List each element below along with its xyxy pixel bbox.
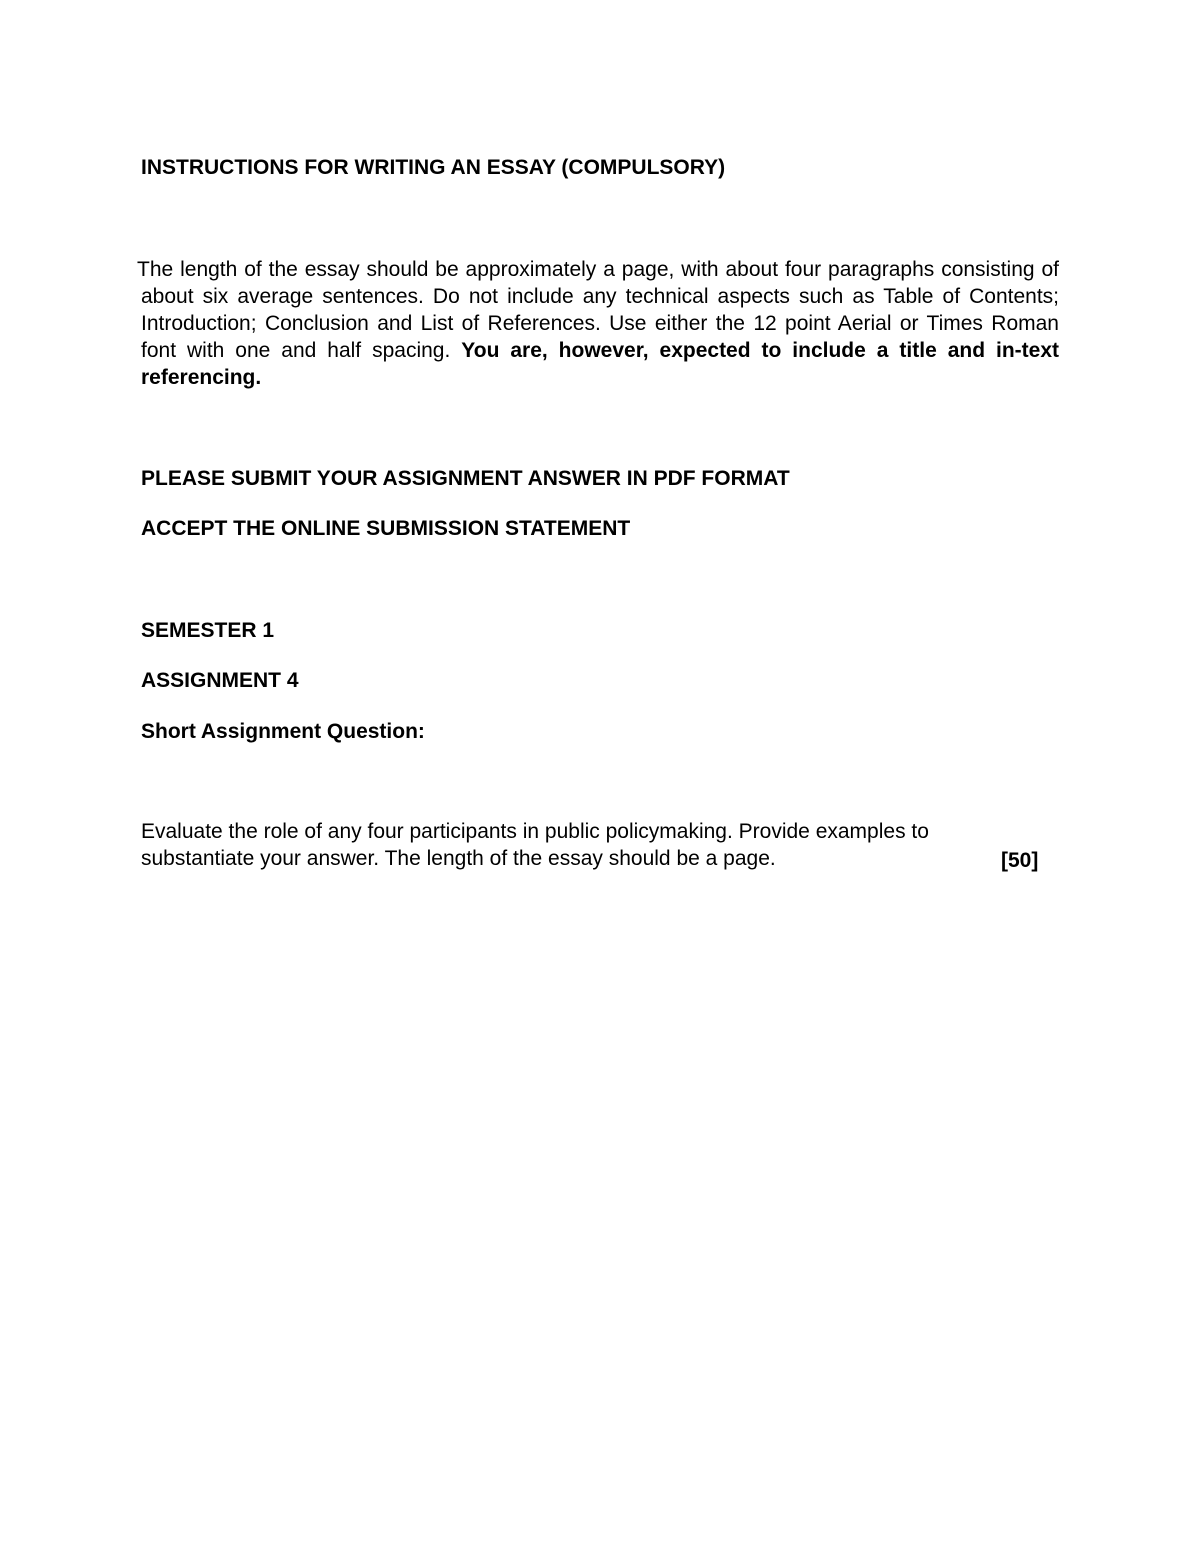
instructions-bold-text: You are, however, expected to include a title and in-text referencing. — [141, 339, 1059, 389]
question-paragraph — [141, 818, 1041, 872]
question-text: Evaluate the role of any four participants in public policymaking. Provide examples to substantiate your answer. The length of the essay should be a page. — [141, 820, 929, 870]
question-label: Short Assignment Question: — [141, 720, 425, 743]
submit-format-notice: PLEASE SUBMIT YOUR ASSIGNMENT ANSWER IN PDF FORMAT — [141, 467, 790, 490]
marks-value: [50] — [1001, 849, 1039, 872]
accept-statement-notice: ACCEPT THE ONLINE SUBMISSION STATEMENT — [141, 517, 631, 540]
semester-heading: SEMESTER 1 — [141, 619, 275, 642]
essay-instructions-title: INSTRUCTIONS FOR WRITING AN ESSAY (COMPULSORY) — [141, 156, 726, 179]
instructions-text: The length of the essay should be approximately a page, with about four paragraphs consisting of about six average sentences. Do not include any technical aspects such as Table of Contents; Introduction; Conclusion and List of References. Use either the 12 point Aerial or Times Roman font with one and half spacing. — [137, 258, 1059, 362]
instructions-paragraph — [137, 256, 1059, 391]
assignment-heading: ASSIGNMENT 4 — [141, 669, 299, 692]
